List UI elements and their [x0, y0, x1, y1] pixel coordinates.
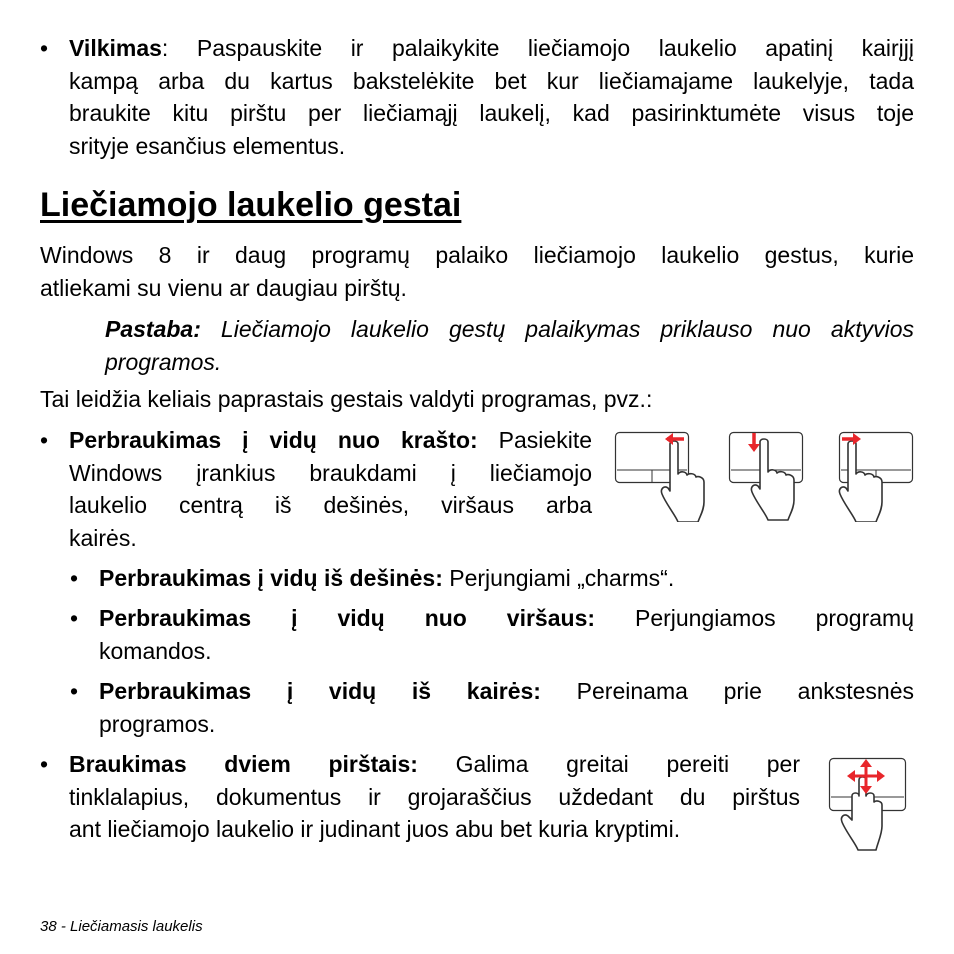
- drag-term: Vilkimas: [69, 35, 162, 61]
- drag-text-line-2: kampą arba du kartus bakstelėkite bet kur liečiamajame laukelyje, tada: [69, 67, 914, 94]
- two-finger-item: [69, 748, 800, 846]
- swipe-in-line-3: laukelio centrą iš dešinės, viršaus arba: [69, 492, 592, 518]
- lead-text: Tai leidžia keliais paprastais gestais valdyti programas, pvz.:: [40, 386, 653, 412]
- two-finger-line-2: tinklalapius, dokumentus ir grojaraščius uždedant du pirštus: [69, 783, 800, 810]
- sub-bullet-dot: •: [70, 565, 79, 591]
- two-finger-line-1: Galima greitai pereiti per: [417, 751, 800, 777]
- drag-gesture-item: [69, 32, 914, 162]
- swipe-left-item: [99, 675, 914, 740]
- sub-bullet-dot: •: [70, 678, 79, 704]
- section-heading: Liečiamojo laukelio gestai: [40, 186, 462, 224]
- swipe-edge-illustrations: [612, 430, 914, 522]
- swipe-in-line-2: Windows įrankius braukdami į liečiamojo: [69, 459, 592, 486]
- touchpad-swipe-right-edge-icon: [616, 433, 705, 523]
- swipe-in-item: [69, 424, 592, 554]
- two-finger-term: Braukimas dviem pirštais:: [69, 751, 418, 777]
- swipe-in-term: Perbraukimas į vidų nuo krašto:: [69, 427, 478, 453]
- drag-text-line-3: braukite kitu pirštu per liečiamąjį laukelį, kad pasirinktumėte visus toje: [69, 100, 914, 126]
- swipe-top-item: [99, 602, 914, 667]
- swipe-left-text-2: programos.: [99, 710, 216, 737]
- swipe-in-line-4: kairės.: [69, 524, 137, 551]
- note-line-2: programos.: [105, 348, 222, 375]
- intro-line-1: Windows 8 ir daug programų palaiko liečiamojo laukelio gestus, kurie: [40, 242, 914, 268]
- bullet-dot: •: [40, 751, 49, 777]
- touchpad-swipe-left-edge-icon: [839, 433, 912, 523]
- intro-line-2: atliekami su vienu ar daugiau pirštų.: [40, 274, 407, 301]
- touchpad-swipe-top-edge-icon: [730, 433, 803, 521]
- note-line-1: Liečiamojo laukelio gestų palaikymas priklauso nuo aktyvios: [200, 316, 914, 342]
- swipe-right-term: Perbraukimas į vidų iš dešinės:: [99, 565, 443, 591]
- drag-text-line-1: : Paspauskite ir palaikykite liečiamojo laukelio apatinį kairįjį: [161, 35, 914, 61]
- swipe-right-text: Perjungiami „charms“.: [442, 565, 675, 591]
- note-block: [105, 313, 914, 378]
- swipe-left-text-1: Pereinama prie ankstesnės: [540, 678, 914, 704]
- swipe-top-text-1: Perjungiamos programų: [595, 605, 914, 631]
- intro-paragraph: [40, 239, 914, 304]
- swipe-in-line-1: Pasiekite: [477, 427, 592, 453]
- swipe-right-item: [99, 562, 674, 595]
- drag-text-line-4: srityje esančius elementus.: [69, 132, 346, 159]
- swipe-top-text-2: komandos.: [99, 637, 212, 664]
- page-footer: 38 - Liečiamasis laukelis: [40, 918, 203, 935]
- swipe-top-term: Perbraukimas į vidų nuo viršaus:: [99, 605, 596, 631]
- swipe-left-term: Perbraukimas į vidų iš kairės:: [99, 678, 541, 704]
- sub-bullet-dot: •: [70, 605, 79, 631]
- two-finger-line-3: ant liečiamojo laukelio ir judinant juos abu bet kuria kryptimi.: [69, 816, 681, 842]
- note-label: Pastaba:: [105, 316, 201, 342]
- bullet-dot: •: [40, 35, 49, 61]
- bullet-dot: •: [40, 427, 49, 453]
- touchpad-two-finger-scroll-icon: [826, 756, 910, 856]
